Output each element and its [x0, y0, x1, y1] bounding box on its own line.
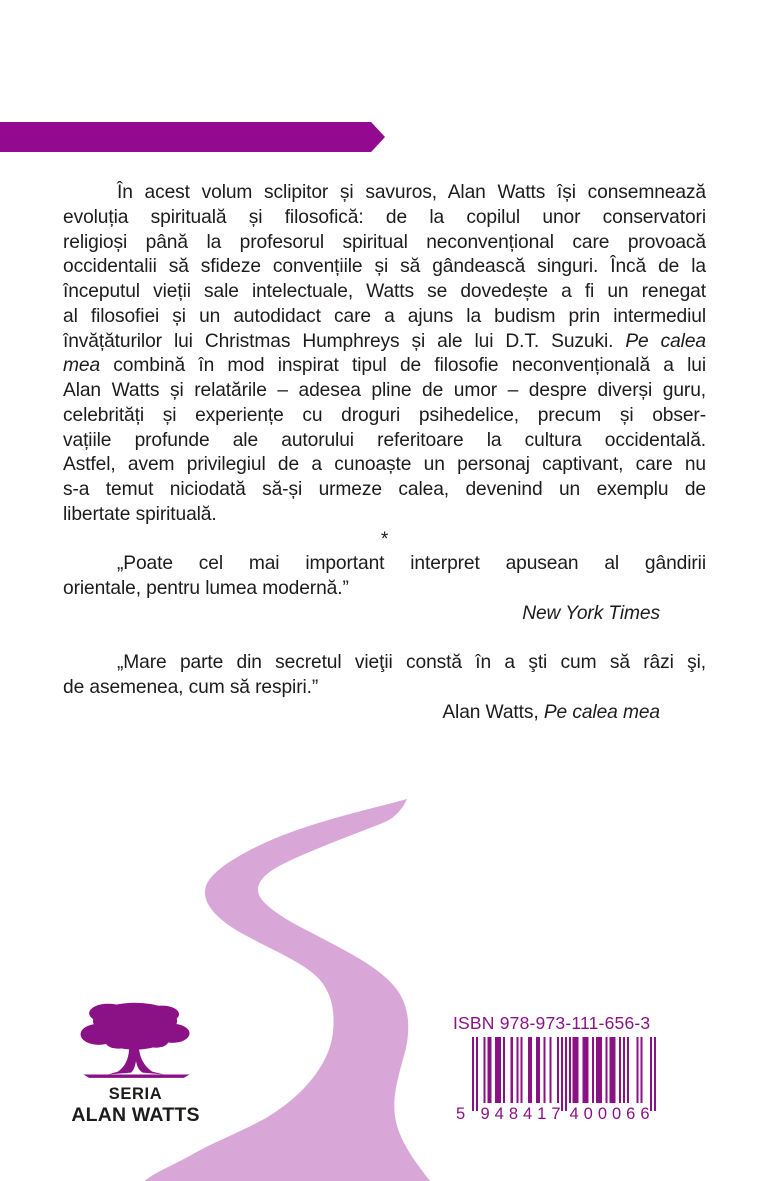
back-cover-text	[63, 181, 706, 726]
text-line: „Poate cel mai important interpret apusean al gândirii	[117, 553, 706, 575]
top-banner-arrow	[0, 122, 385, 152]
text-line: învățăturilor lui Christmas Humphreys și ale lui D.T. Suzuki. Pe calea	[63, 330, 706, 352]
isbn-number: ISBN 978-973-111-656-3	[453, 1013, 651, 1033]
text-line: religioși până la profesorul spiritual neconvențional care provoacă	[63, 231, 706, 253]
text-line: occidentalii să sfideze convențiile și să gândească singuri. Încă de la	[63, 256, 706, 278]
text-line: de asemenea, cum să respiri.”	[63, 677, 319, 698]
text-line: evoluția spirituală și filosofică: de la copilul unor conservatori	[63, 206, 706, 228]
text-line: libertate spirituală.	[63, 503, 217, 525]
text-line: Alan Watts și relatările – adesea pline de umor – despre diverși guru,	[63, 380, 706, 401]
text-line: s-a temut niciodată să-și urmeze calea, devenind un exemplu de	[63, 479, 706, 500]
isbn-block	[453, 1013, 658, 1123]
series-title-line1: SERIA	[108, 1085, 163, 1103]
text-line: *	[380, 528, 389, 550]
tree-logo-icon	[73, 997, 199, 1085]
barcode-digits-group: 5	[456, 1105, 466, 1123]
barcode-digits-group: 948417	[480, 1105, 561, 1123]
series-block	[58, 997, 213, 1126]
text-line: vațiile profunde ale autorului referitoare la cultura occidentală.	[63, 429, 706, 451]
text-line: Alan Watts, Pe calea mea	[442, 701, 660, 723]
text-line: New York Times	[522, 602, 660, 624]
series-title-line2: ALAN WATTS	[71, 1104, 200, 1126]
text-line: celebrități și experiențe cu droguri psihedelice, precum și obser-	[63, 404, 706, 426]
text-line: al filosofiei și un autodidact care a ajuns la budism prin intermediul	[63, 305, 706, 327]
text-line: „Mare parte din secretul vieţii constă în a şti cum să râzi şi,	[117, 652, 706, 674]
text-line: În acest volum sclipitor și savuros, Alan Watts își consemnează	[117, 182, 706, 203]
text-line	[63, 627, 706, 652]
ean13-barcode	[453, 1037, 658, 1123]
barcode-digits-group: 400066	[569, 1105, 650, 1123]
text-line: începutul vieții sale intelectuale, Watts se dovedește a fi un renegat	[63, 281, 706, 302]
text-line: orientale, pentru lumea modernă.”	[63, 578, 349, 599]
text-line: Astfel, avem privilegiul de a cunoaște un personaj captivant, care nu	[63, 454, 706, 476]
text-line: mea combină în mod inspirat tipul de filosofie neconvențională a lui	[63, 355, 706, 377]
